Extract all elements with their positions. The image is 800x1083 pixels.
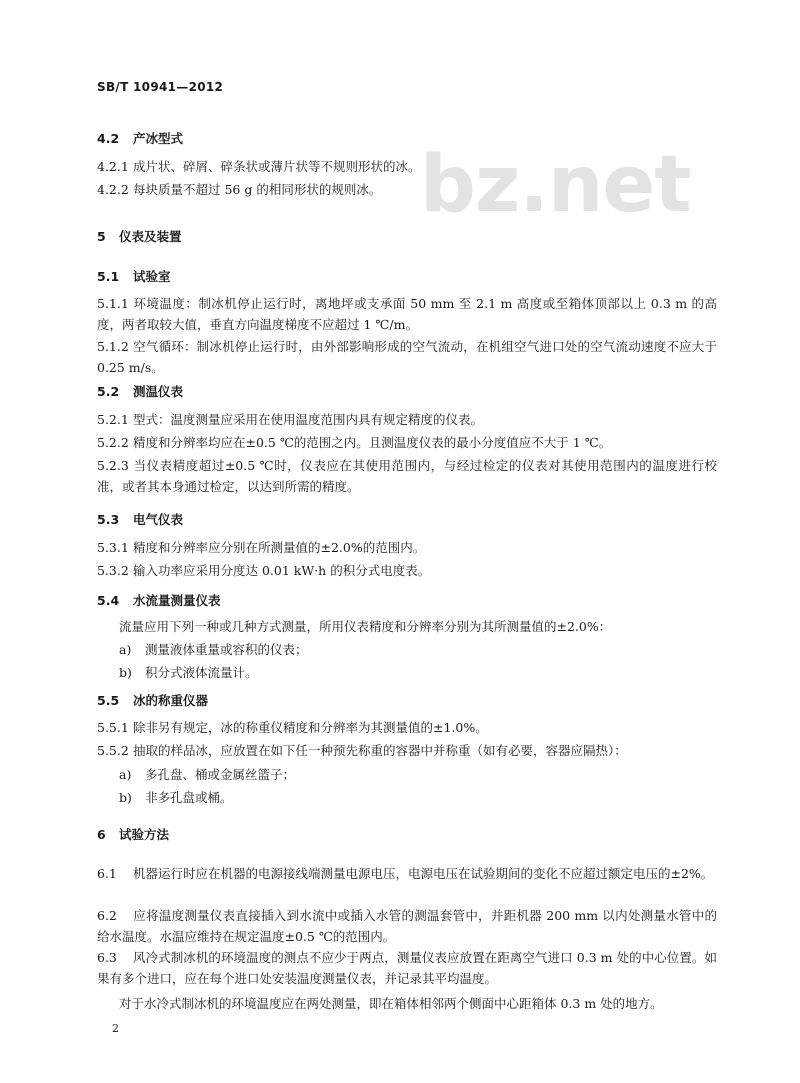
clause-item: [97, 156, 717, 177]
section-number: 5.2: [97, 384, 120, 399]
clause-text: 输入功率应采用分度达 0.01 kW·h 的积分式电度表。: [133, 563, 431, 578]
clause-item: [97, 560, 717, 581]
section-title: 电气仪表: [133, 512, 184, 527]
page-number: 2: [112, 1022, 119, 1035]
list-item: [97, 662, 739, 683]
clause-number: 5.3.1: [97, 540, 129, 555]
clause-text: 应将温度测量仪表直接插入到水流中或插入水管的测温套管中，并距机器 200 mm 以内处测量水管中的给水温度。水温应维持在规定温度±0.5 ℃的范围内。: [97, 908, 717, 944]
clause-text: 空气循环：制冰机停止运行时，由外部影响形成的空气流动，在机组空气进口处的空气流动速度不应大于 0.25 m/s。: [97, 339, 717, 375]
section-number: 5.3: [97, 512, 120, 527]
list-item: [97, 764, 739, 785]
clause-text: 精度和分辨率均应在±0.5 ℃的范围之内。且测温度仪表的最小分度值应不大于 1 ℃。: [133, 435, 612, 450]
section-heading: [97, 824, 717, 845]
list-item: [97, 787, 739, 808]
clause-number: 5.2.2: [97, 435, 129, 450]
clause-item: [97, 293, 717, 335]
list-label: a): [119, 767, 132, 782]
clause-number: 6.2: [97, 908, 117, 923]
list-text: 非多孔盘或桶。: [145, 790, 233, 805]
section-heading: [97, 128, 717, 149]
clause-item: [97, 947, 717, 989]
watermark: bz.net: [420, 140, 691, 230]
clause-number: 4.2.1: [97, 159, 129, 174]
clause-number: 6.3: [97, 950, 117, 965]
standard-code-header: SB/T 10941—2012: [97, 80, 224, 94]
list-item: [97, 639, 739, 660]
list-text: 测量液体重量或容积的仪表；: [145, 642, 308, 657]
clause-text: 精度和分辨率应分别在所测量值的±2.0%的范围内。: [133, 540, 426, 555]
paragraph: 流量应用下列一种或几种方式测量，所用仪表精度和分辨率分别为其所测量值的±2.0%：: [119, 619, 612, 634]
section-title: 试验方法: [119, 827, 170, 842]
section-heading: [97, 226, 717, 247]
clause-text: 当仪表精度超过±0.5 ℃时，仪表应在其使用范围内，与经过检定的仪表对其使用范围内的温度进行校准，或者其本身通过检定，以达到所需的精度。: [97, 458, 717, 494]
clause-number: 5.1.1: [97, 296, 129, 311]
section-title: 仪表及装置: [119, 229, 182, 244]
clause-number: 5.3.2: [97, 563, 129, 578]
section-title: 冰的称重仪器: [133, 693, 209, 708]
clause-number: 5.5.1: [97, 720, 129, 735]
section-title: 试验室: [133, 269, 171, 284]
section-number: 5.4: [97, 593, 120, 608]
section-heading: [97, 590, 717, 611]
section-heading: [97, 690, 717, 711]
clause-text: 每块质量不超过 56 g 的相同形状的规则冰。: [133, 182, 382, 197]
clause-item: [97, 432, 717, 453]
paragraph: 对于水冷式制冰机的环境温度应在两处测量，即在箱体相邻两个侧面中心距箱体 0.3 m 处的地方。: [119, 996, 663, 1011]
clause-item: [97, 740, 717, 761]
clause-number: 5.5.2: [97, 743, 129, 758]
section-heading: [97, 266, 717, 287]
clause-number: 5.2.3: [97, 458, 129, 473]
clause-item: [97, 863, 717, 884]
clause-text: 环境温度：制冰机停止运行时，离地坪或支承面 50 mm 至 2.1 m 高度或至箱体顶部以上 0.3 m 的高度，两者取较大值，垂直方向温度梯度不应超过 1 ℃/m。: [97, 296, 717, 332]
section-number: 6: [97, 827, 106, 842]
section-number: 5.1: [97, 269, 120, 284]
list-label: a): [119, 642, 132, 657]
section-title: 产冰型式: [133, 131, 184, 146]
clause-text: 除非另有规定，冰的称重仪精度和分辨率为其测量值的±1.0%。: [133, 720, 488, 735]
clause-number: 5.1.2: [97, 339, 129, 354]
list-text: 多孔盘、桶或金属丝篮子；: [145, 767, 296, 782]
list-label: b): [119, 790, 132, 805]
clause-text: 型式：温度测量应采用在使用温度范围内具有规定精度的仪表。: [133, 412, 484, 427]
section-heading: [97, 381, 717, 402]
clause-item: [97, 336, 717, 378]
clause-item: [97, 179, 717, 200]
clause-number: 5.2.1: [97, 412, 129, 427]
clause-item: [97, 409, 717, 430]
clause-number: 4.2.2: [97, 182, 129, 197]
clause-item: [97, 455, 717, 497]
clause-item: [97, 537, 717, 558]
clause-number: 6.1: [97, 866, 117, 881]
section-number: 5: [97, 229, 106, 244]
list-label: b): [119, 665, 132, 680]
section-title: 水流量测量仪表: [133, 593, 221, 608]
section-number: 5.5: [97, 693, 120, 708]
section-heading: [97, 509, 717, 530]
clause-item: [97, 905, 717, 947]
list-text: 积分式液体流量计。: [145, 665, 258, 680]
clause-text: 成片状、碎屑、碎条状或薄片状等不规则形状的冰。: [133, 159, 421, 174]
section-title: 测温仪表: [133, 384, 184, 399]
section-number: 4.2: [97, 131, 120, 146]
clause-item: [97, 717, 717, 738]
clause-text: 机器运行时应在机器的电源接线端测量电源电压，电源电压在试验期间的变化不应超过额定电压的±2%。: [133, 866, 714, 881]
clause-text: 抽取的样品冰，应放置在如下任一种预先称重的容器中并称重（如有必要，容器应隔热）：: [133, 743, 627, 758]
clause-text: 风冷式制冰机的环境温度的测点不应少于两点，测量仪表应放置在距离空气进口 0.3 m 处的中心位置。如果有多个进口，应在每个进口处安装温度测量仪表，并记录其平均温度。: [97, 950, 717, 986]
